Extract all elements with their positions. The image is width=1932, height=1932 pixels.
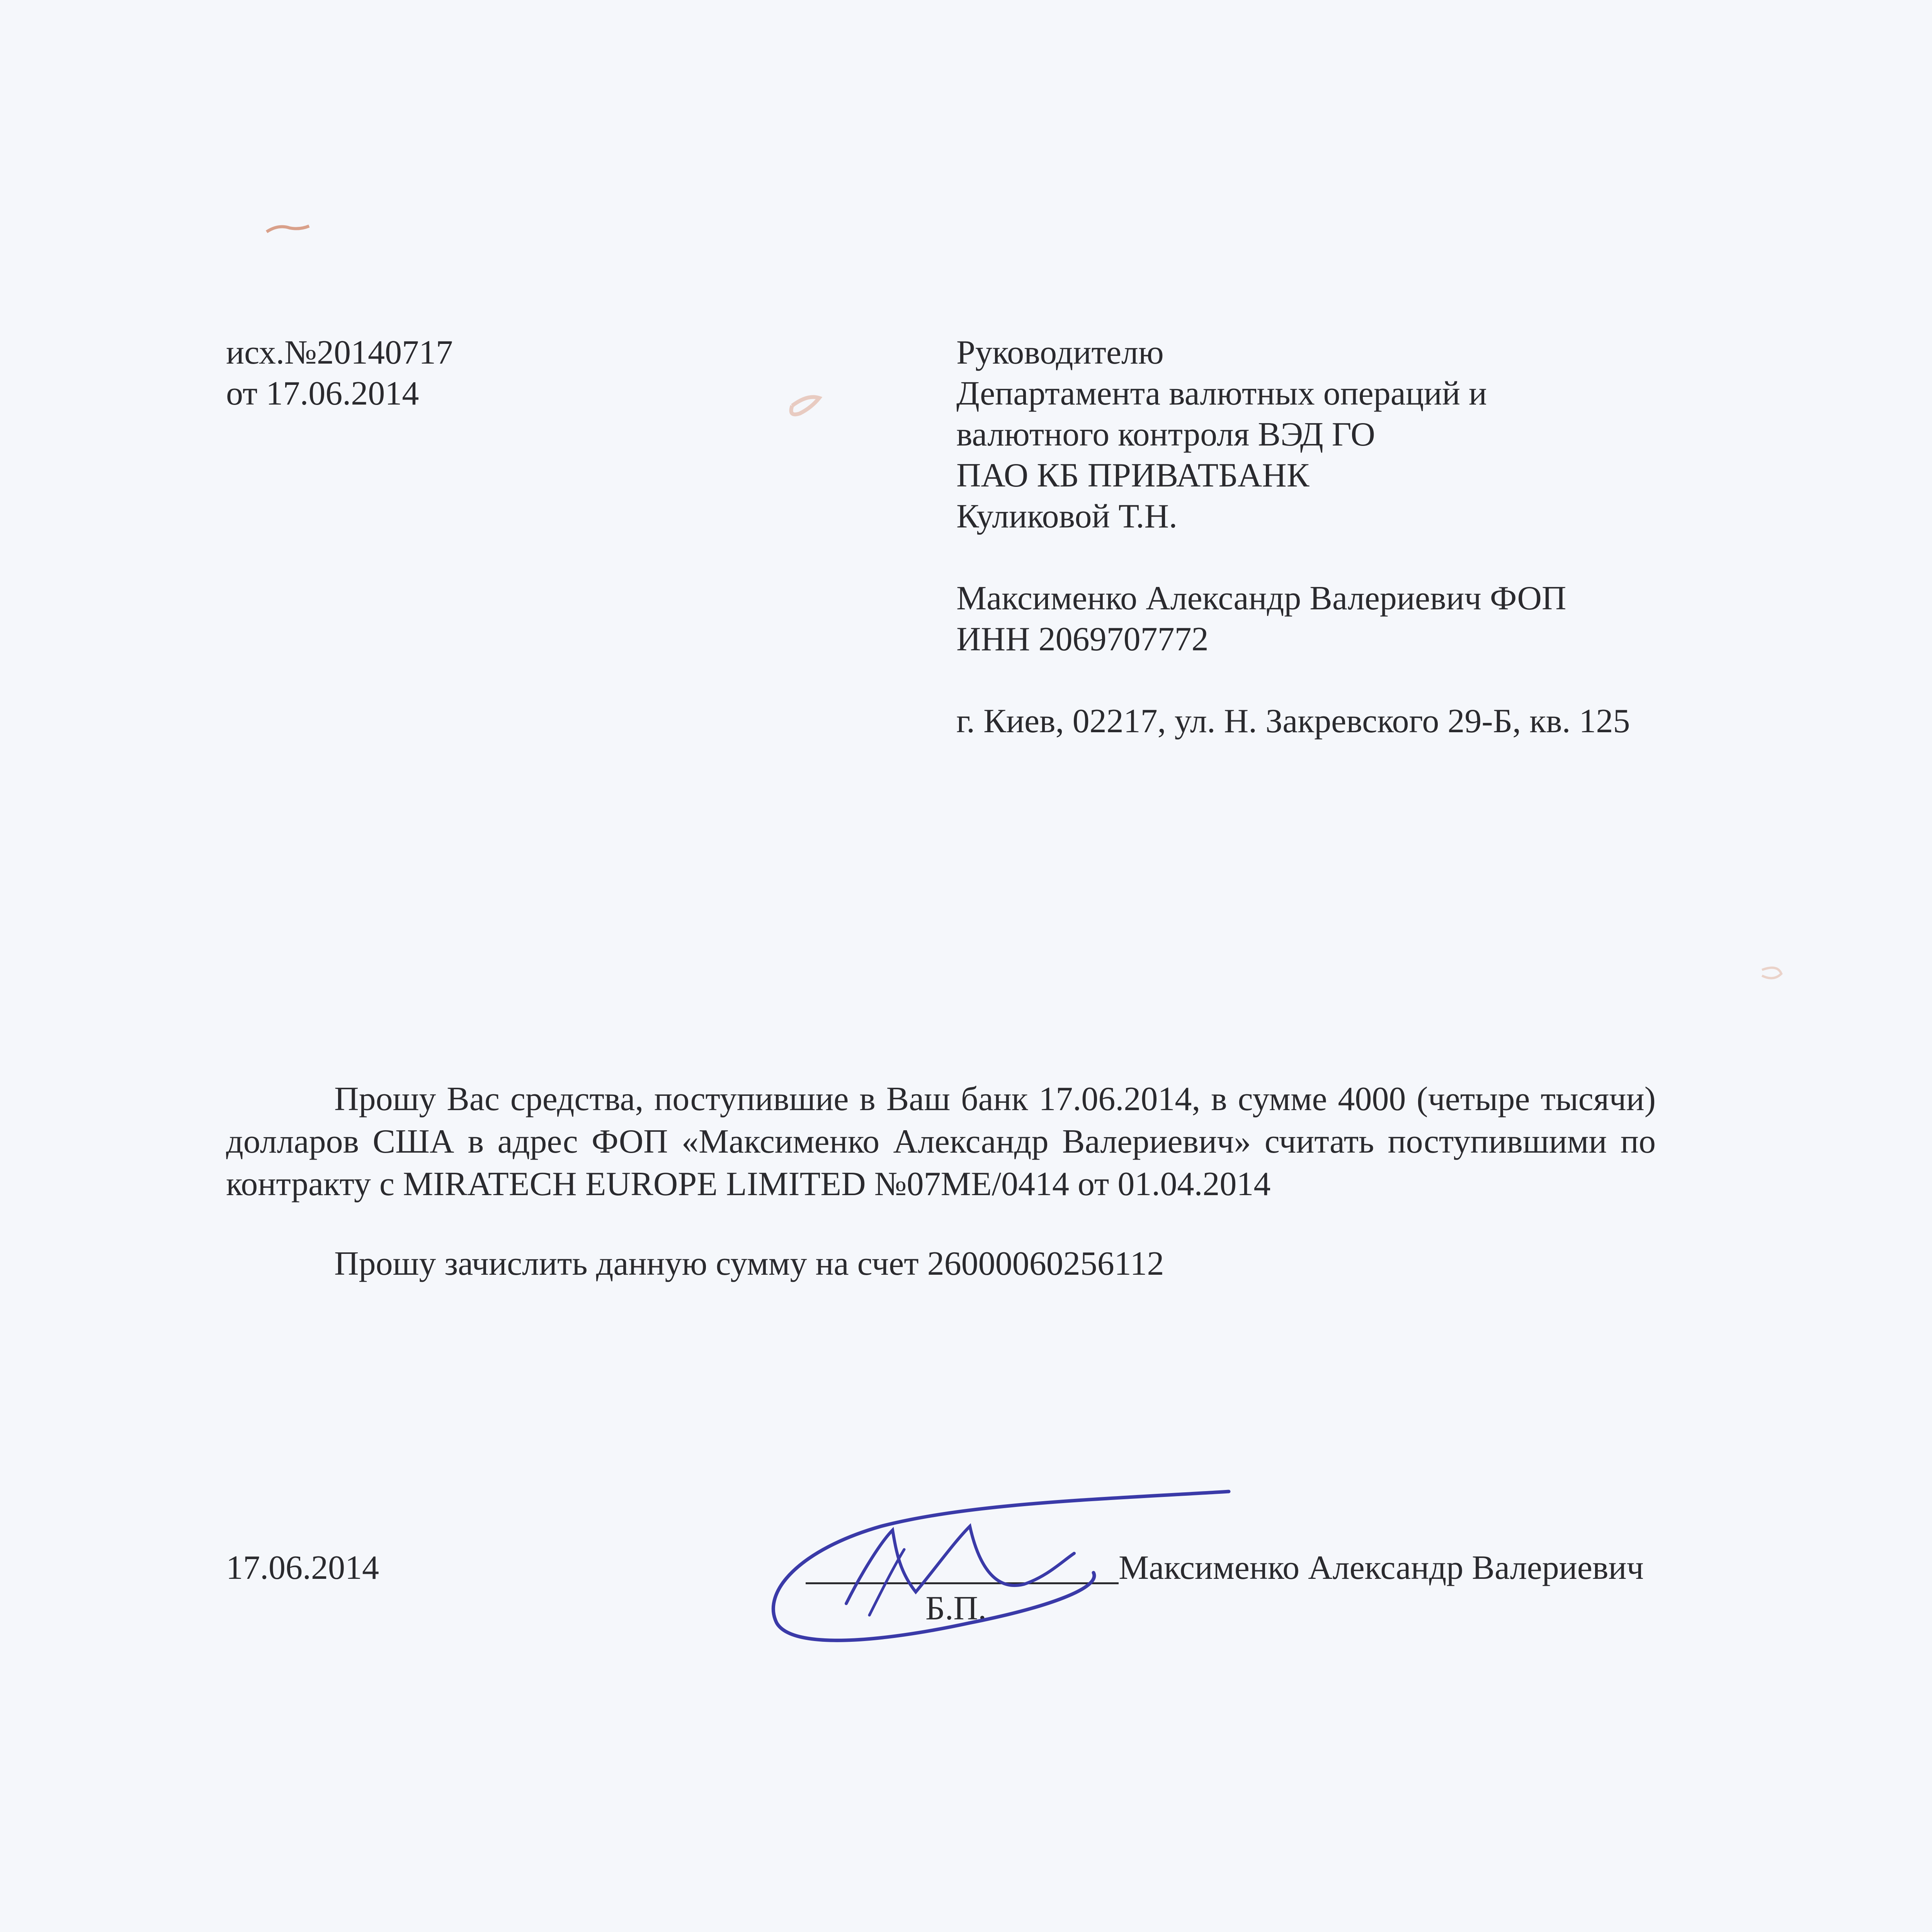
request-paragraph: Прошу Вас средства, поступившие в Ваш банк 17.06.2014, в сумме 4000 (четыре тысячи) долларов США в адрес ФОП «Максименко Александр Валериевич» считать поступившими по контракту с MIRATECH EUROPE LIMITED №07ME/0414 от 01.04.2014 <box>226 1080 1656 1203</box>
sender-name: Максименко Александр Валериевич ФОП <box>956 580 1566 617</box>
stain-mark-center <box>791 397 820 415</box>
seal-placeholder: Б.П. <box>925 1590 987 1627</box>
signature-date: 17.06.2014 <box>226 1549 379 1587</box>
addressee-line: Департамента валютных операций и <box>956 375 1487 412</box>
addressee-line: ПАО КБ ПРИВАТБАНК <box>956 457 1310 494</box>
letter-body <box>226 1078 1656 1322</box>
credit-paragraph: Прошу зачислить данную сумму на счет 26000060256112 <box>334 1245 1164 1282</box>
handwritten-signature <box>753 1476 1240 1654</box>
reference-number: исх.№20140717 <box>226 334 453 371</box>
stain-mark-top <box>267 226 309 232</box>
addressee-line: Руководителю <box>956 334 1164 371</box>
signer-name: Максименко Александр Валериевич <box>1119 1549 1644 1587</box>
reference-date: от 17.06.2014 <box>226 375 419 412</box>
addressee-line: Куликовой Т.Н. <box>956 498 1178 535</box>
outgoing-reference <box>226 332 453 414</box>
stain-mark-right <box>1762 968 1781 978</box>
sender-address: г. Киев, 02217, ул. Н. Закревского 29-Б, кв. 125 <box>956 702 1630 740</box>
sender-inn: ИНН 2069707772 <box>956 621 1209 658</box>
addressee-line: валютного контроля ВЭД ГО <box>956 416 1375 453</box>
addressee-block <box>956 332 1630 742</box>
